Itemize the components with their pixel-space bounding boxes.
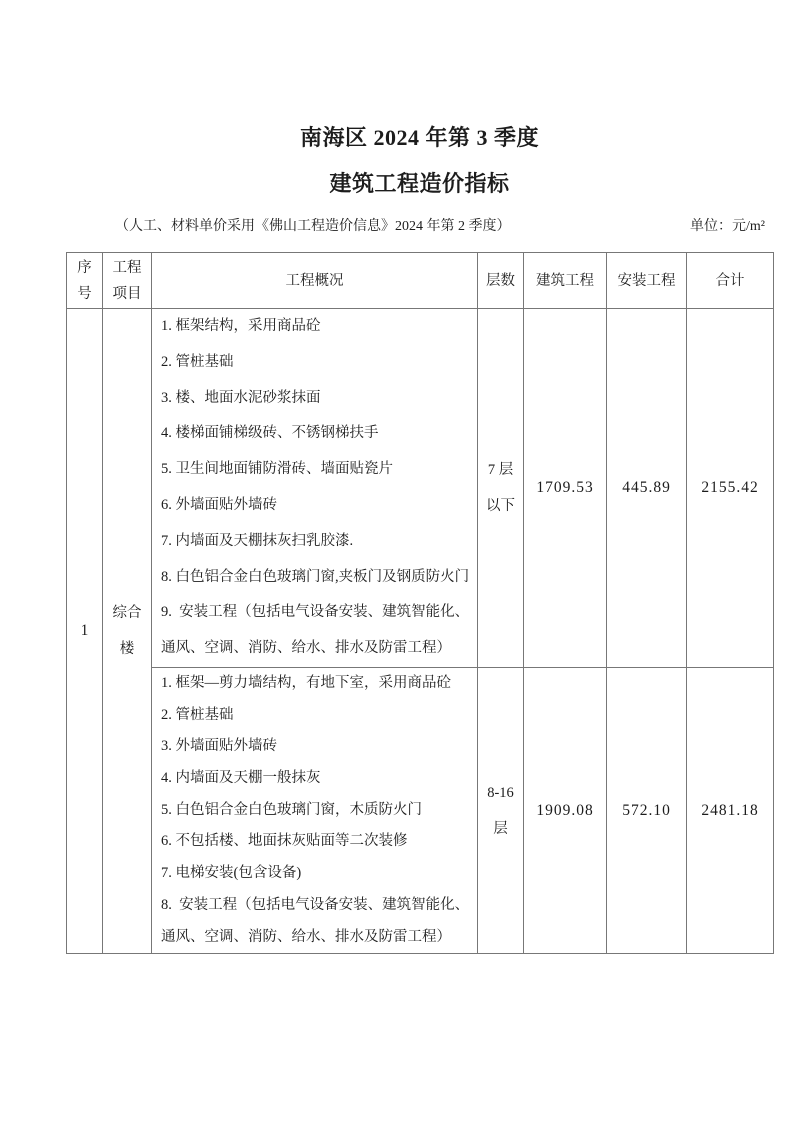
installation-cost-cell: 445.89 [607,309,687,668]
header-seq-label: 序号 [77,259,92,302]
header-construction [524,253,607,309]
unit-label: 单位：元/m² [690,219,765,234]
header-construction-label: 建筑工程 [536,272,594,289]
header-installation-label: 安装工程 [617,272,676,289]
overview-line: 3. 外墙面贴外墙砖 [161,738,277,755]
floors-line: 以下 [486,497,515,514]
total-cost-cell: 2155.42 [687,309,774,668]
seq-cell: 1 [67,309,103,954]
overview-line: 6. 不包括楼、地面抹灰贴面等二次装修 [161,833,408,850]
construction-cost-cell: 1909.08 [524,667,607,953]
pricing-note: （人工、材料单价采用《佛山工程造价信息》2024 年第 2 季度） [115,219,511,234]
header-project [103,253,152,309]
table-subrow-2 [67,667,774,953]
total-cost-cell: 2481.18 [687,667,774,953]
overview-line: 7. 电梯安装(包含设备) [161,865,302,882]
header-floors [478,253,524,309]
overview-line: 4. 楼梯面铺梯级砖、不锈钢梯扶手 [161,425,379,442]
header-project-label: 工程项目 [112,259,142,302]
overview-cell [152,309,478,668]
overview-line: 7. 内墙面及天棚抹灰扫乳胶漆. [161,532,354,549]
overview-line: 2. 管桩基础 [161,353,234,370]
header-total-label: 合计 [715,272,745,289]
construction-cost-cell: 1709.53 [524,309,607,668]
overview-line: 5. 卫生间地面铺防滑砖、墙面贴瓷片 [161,461,393,478]
doc-title-line1: 南海区 2024 年第 3 季度 [299,125,539,150]
project-cell [103,309,152,954]
overview-line: 3. 楼、地面水泥砂浆抹面 [161,389,321,406]
table-header-row [67,253,774,309]
overview-line: 6. 外墙面贴外墙砖 [161,496,277,513]
header-floors-label: 层数 [486,272,515,289]
header-overview [152,253,478,309]
note-row [66,215,773,237]
overview-line: 1. 框架—剪力墙结构，有地下室，采用商品砼 [161,674,451,691]
header-seq [67,253,103,309]
floors-line: 层 [493,820,508,837]
project-name: 综合楼 [112,605,142,658]
overview-line: 通风、空调、消防、给水、排水及防雷工程） [161,928,451,945]
header-installation [607,253,687,309]
floors-line: 8-16 [487,784,514,801]
floors-cell [478,667,524,953]
table-subrow-1 [67,309,774,668]
overview-line: 8. 安装工程（包括电气设备安装、建筑智能化、 [161,896,470,913]
overview-line: 5. 白色铝合金白色玻璃门窗，木质防火门 [161,801,422,818]
overview-line: 通风、空调、消防、给水、排水及防雷工程） [161,640,451,657]
overview-cell [152,667,478,953]
floors-line: 7 层 [487,461,514,478]
cost-index-table [66,252,774,954]
header-overview-label: 工程概况 [285,272,344,289]
overview-line: 1. 框架结构，采用商品砼 [161,318,321,334]
floors-cell [478,309,524,668]
overview-line: 9. 安装工程（包括电气设备安装、建筑智能化、 [161,604,470,621]
overview-line: 8. 白色铝合金白色玻璃门窗,夹板门及钢质防火门 [161,568,470,585]
installation-cost-cell: 572.10 [607,667,687,953]
header-total [687,253,774,309]
doc-title-line2: 建筑工程造价指标 [329,171,510,196]
overview-line: 2. 管桩基础 [161,706,234,723]
overview-line: 4. 内墙面及天棚一般抹灰 [161,770,321,787]
